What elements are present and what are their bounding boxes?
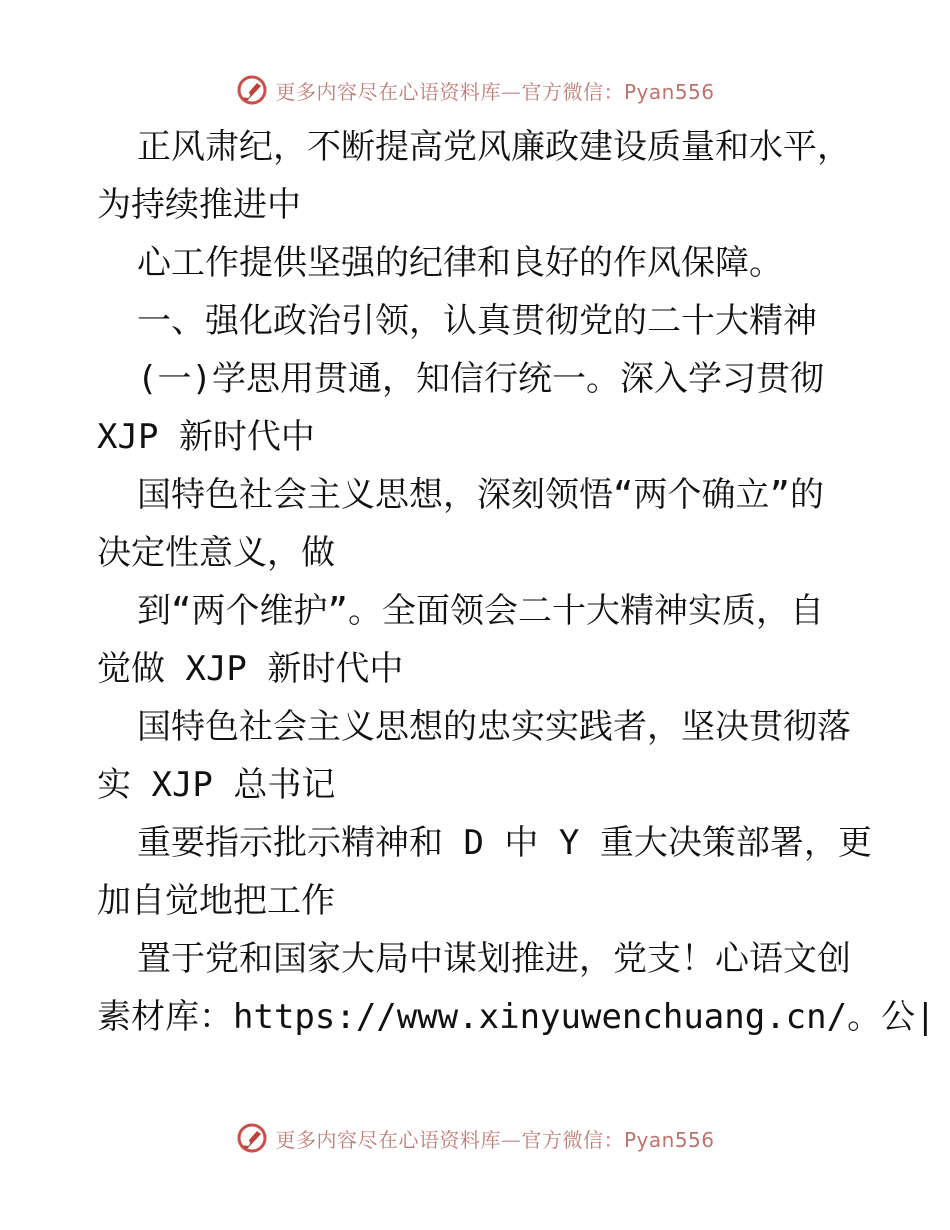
ink-brush-logo-icon [235,73,269,107]
banner-wechat-label: 官方微信： [521,1127,624,1152]
banner-wechat-id: Pyan556 [623,1127,715,1152]
banner-separator: — [500,79,522,104]
text-line-14: 加自觉地把工作 [97,881,335,921]
text-line-13: 重要指示批示精神和 D 中 Y 重大决策部署，更 [137,823,872,863]
banner-brand: 更多内容尽在心语资料库 [275,79,501,104]
text-line-3: 心工作提供坚强的纪律和良好的作风保障。 [137,243,783,283]
banner-brand: 更多内容尽在心语资料库 [275,1127,501,1152]
section-heading-1: 一、强化政治引领，认真贯彻党的二十大精神 [137,301,817,341]
banner-separator: — [500,1127,522,1152]
subsection-heading-1: (一)学思用贯通，知信行统一。深入学习贯彻 [137,359,824,399]
header-watermark-banner [0,70,950,110]
text-line-11: 国特色社会主义思想的忠实实践者，坚决贯彻落 [137,707,851,747]
header-banner-text [275,76,714,105]
footer-banner-text [275,1124,714,1153]
text-line-12: 实 XJP 总书记 [97,765,336,805]
footer-watermark-banner [0,1118,950,1158]
banner-wechat-id: Pyan556 [623,79,715,104]
document-body [97,118,936,1046]
text-line-6: XJP 新时代中 [97,417,315,457]
ink-brush-logo-icon [235,1121,269,1155]
banner-wechat-label: 官方微信： [521,79,624,104]
text-line-15: 置于党和国家大局中谋划推进，党支！心语文创 [137,939,851,979]
text-line-10: 觉做 XJP 新时代中 [97,649,404,689]
text-line-2: 为持续推进中 [97,185,301,225]
text-line-8: 决定性意义，做 [97,533,335,573]
text-line-9: 到“两个维护”。全面领会二十大精神实质，自 [137,591,824,631]
text-line-7: 国特色社会主义思想，深刻领悟“两个确立”的 [137,475,824,515]
text-line-16: 素材库：https://www.xinyuwenchuang.cn/。公| [97,997,936,1037]
text-line-1: 正风肃纪，不断提高党风廉政建设质量和水平， [137,127,851,167]
